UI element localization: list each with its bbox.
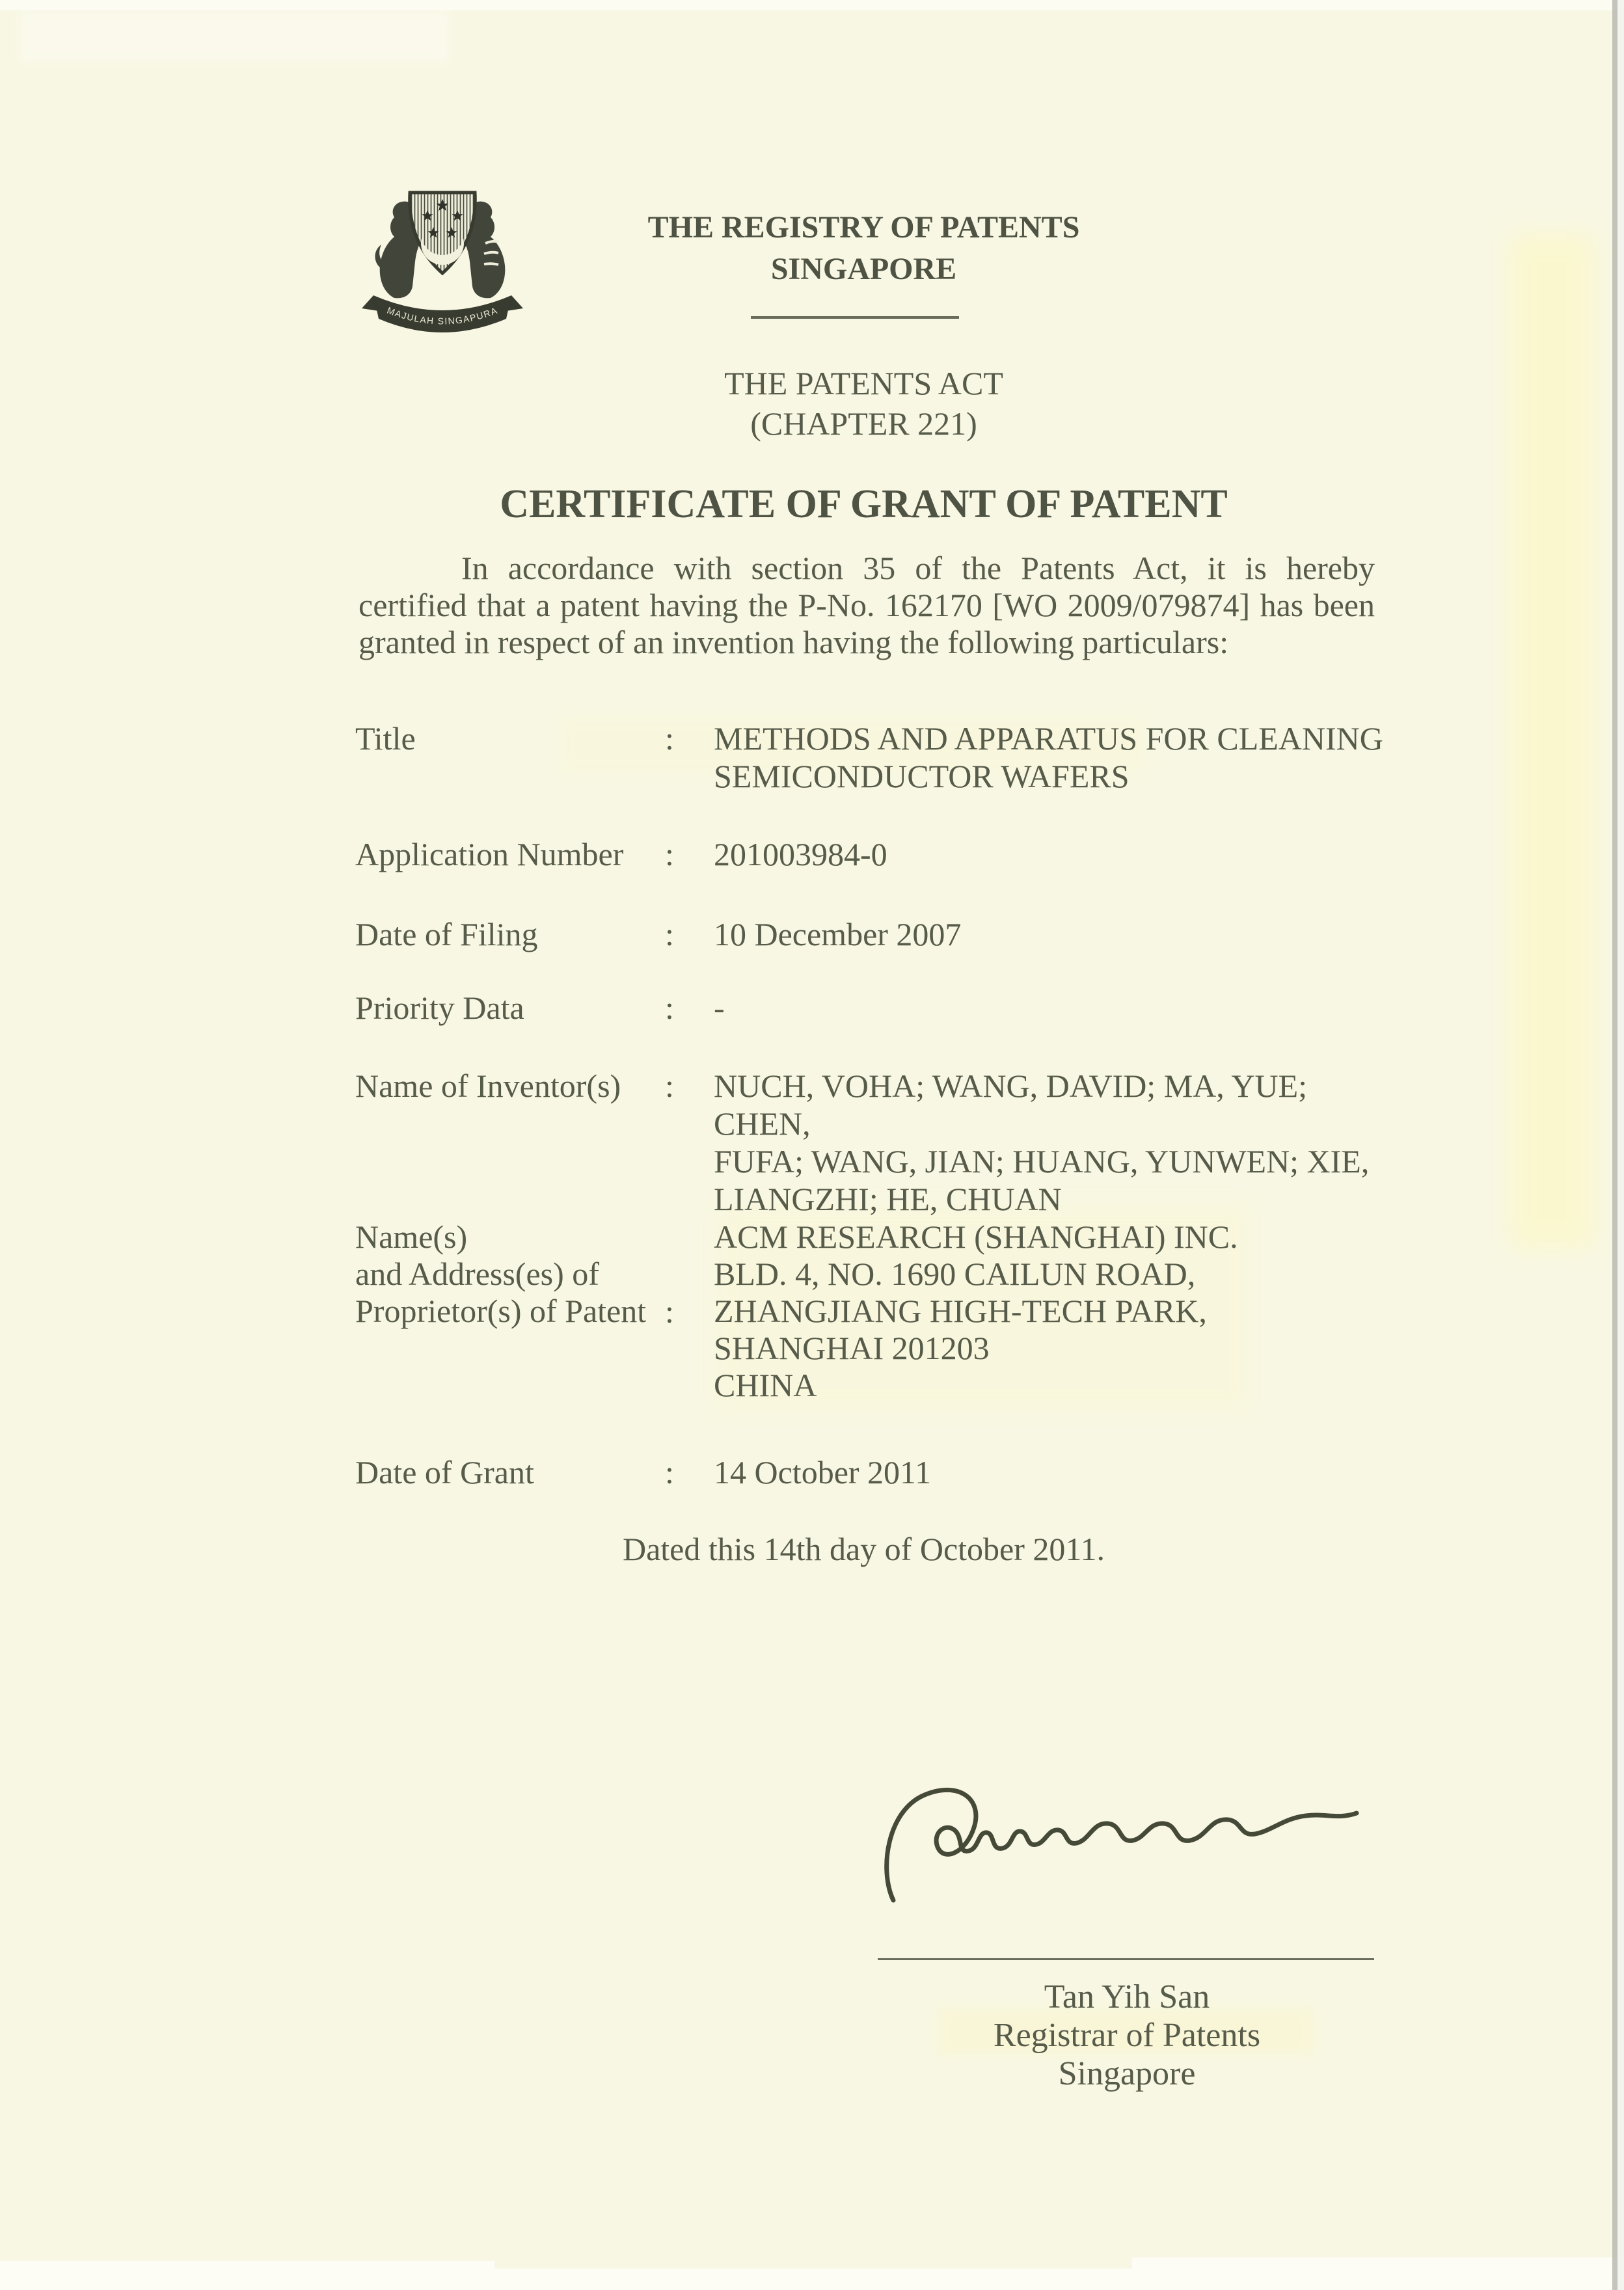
intro-paragraph bbox=[359, 550, 1375, 661]
scan-artifact bbox=[0, 0, 1624, 10]
signatory-place: Singapore bbox=[1058, 2055, 1196, 2092]
field-colon: : bbox=[665, 720, 674, 757]
field-value-line: CHINA bbox=[714, 1367, 817, 1403]
field-colon: : bbox=[665, 1293, 674, 1330]
field-colon: : bbox=[665, 916, 674, 952]
scan-artifact bbox=[1132, 2257, 1624, 2290]
field-colon: : bbox=[665, 1068, 674, 1104]
registry-place: SINGAPORE bbox=[770, 252, 957, 286]
page-edge-shadow bbox=[1612, 0, 1617, 2290]
signature bbox=[875, 1773, 1376, 1932]
signatory-block bbox=[880, 1978, 1374, 2093]
signatory-role: Registrar of Patents bbox=[993, 2017, 1261, 2054]
act-header bbox=[351, 363, 1376, 444]
field-colon: : bbox=[665, 836, 674, 872]
field-value bbox=[714, 720, 1384, 795]
field-value: 14 October 2011 bbox=[714, 1454, 932, 1490]
field-value bbox=[714, 1067, 1384, 1218]
field-value-line: FUFA; WANG, JIAN; HUANG, YUNWEN; XIE, bbox=[714, 1143, 1370, 1179]
signature-line bbox=[878, 1958, 1374, 1960]
field-label: Priority Data bbox=[355, 990, 524, 1026]
dated-line: Dated this 14th day of October 2011. bbox=[622, 1531, 1105, 1567]
intro-line: In accordance with section 35 of the Patents Act, it is hereby bbox=[461, 550, 1375, 586]
registry-header bbox=[351, 207, 1376, 290]
intro-line: certified that a patent having the P-No. 162170 [WO 2009/079874] has been bbox=[359, 587, 1375, 623]
page-edge bbox=[1617, 0, 1624, 2290]
field-value-line: LIANGZHI; HE, CHUAN bbox=[714, 1181, 1062, 1217]
signatory-name: Tan Yih San bbox=[1044, 1978, 1210, 2015]
field-colon: : bbox=[665, 990, 674, 1026]
scan-artifact bbox=[1509, 234, 1594, 1249]
field-value-line: ZHANGJIANG HIGH-TECH PARK, bbox=[714, 1293, 1207, 1329]
field-label: Name of Inventor(s) bbox=[355, 1068, 621, 1104]
field-value: 201003984-0 bbox=[714, 836, 887, 872]
banner-ribbon-icon bbox=[362, 295, 523, 332]
field-label: Application Number bbox=[355, 836, 624, 872]
field-value bbox=[714, 1219, 1384, 1404]
field-value-line: BLD. 4, NO. 1690 CAILUN ROAD, bbox=[714, 1256, 1196, 1292]
field-value-line: METHODS AND APPARATUS FOR CLEANING bbox=[714, 720, 1383, 757]
scan-artifact bbox=[0, 2261, 494, 2290]
field-label-line: Proprietor(s) of Patent bbox=[355, 1293, 647, 1329]
intro-line: granted in respect of an invention having the following particulars: bbox=[359, 624, 1229, 660]
crest-banner-text: MAJULAH SINGAPURA bbox=[385, 304, 500, 327]
field-label bbox=[355, 1219, 661, 1330]
field-label: Date of Grant bbox=[355, 1454, 534, 1490]
signature-stroke-icon bbox=[887, 1790, 1357, 1900]
field-label: Title bbox=[355, 720, 416, 757]
field-value-line: SEMICONDUCTOR WAFERS bbox=[714, 758, 1130, 794]
field-value-line: ACM RESEARCH (SHANGHAI) INC. bbox=[714, 1219, 1238, 1255]
header-divider bbox=[751, 316, 959, 319]
scan-artifact bbox=[20, 10, 449, 62]
field-label-line: Name(s) bbox=[355, 1219, 468, 1255]
field-label: Date of Filing bbox=[355, 916, 538, 952]
field-value-line: NUCH, VOHA; WANG, DAVID; MA, YUE; CHEN, bbox=[714, 1068, 1308, 1142]
scan-artifact bbox=[494, 2269, 1132, 2290]
act-chapter: (CHAPTER 221) bbox=[750, 405, 977, 442]
field-value-line: SHANGHAI 201203 bbox=[714, 1330, 990, 1366]
certificate-title: CERTIFICATE OF GRANT OF PATENT bbox=[500, 482, 1228, 526]
registry-name: THE REGISTRY OF PATENTS bbox=[647, 210, 1080, 245]
field-value: - bbox=[714, 990, 725, 1026]
act-title: THE PATENTS ACT bbox=[724, 365, 1003, 401]
field-value: 10 December 2007 bbox=[714, 916, 962, 952]
field-colon: : bbox=[665, 1454, 674, 1490]
field-label-line: and Address(es) of bbox=[355, 1256, 599, 1292]
